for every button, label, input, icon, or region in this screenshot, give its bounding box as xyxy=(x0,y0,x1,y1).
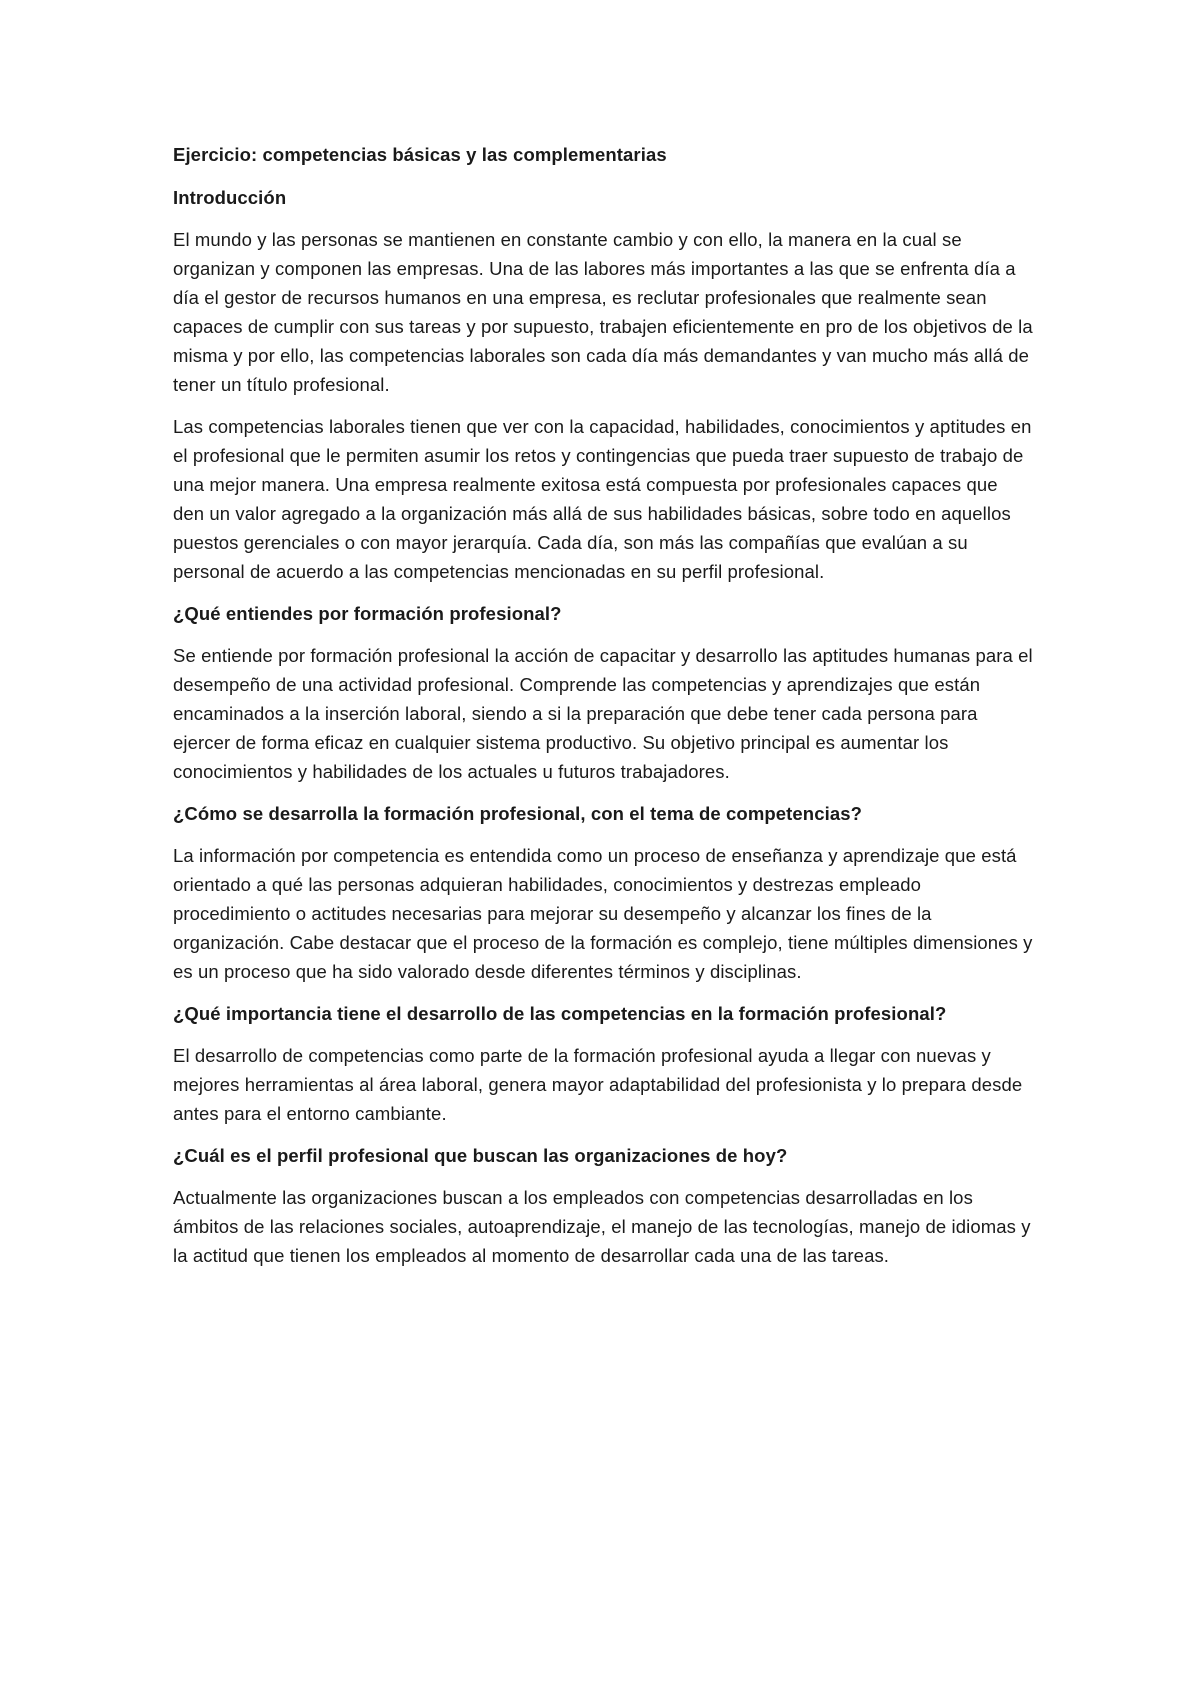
question-3: ¿Qué importancia tiene el desarrollo de las competencias en la formación profesional? xyxy=(173,1003,947,1024)
question-2: ¿Cómo se desarrolla la formación profesional, con el tema de competencias? xyxy=(173,803,863,824)
question-1: ¿Qué entiendes por formación profesional? xyxy=(173,603,562,624)
intro-paragraph-2: Las competencias laborales tienen que ver con la capacidad, habilidades, conocimientos y aptitudes en el profesional que le permiten asumir los retos y contingencias que pueda traer supuesto de trabajo de una mejor manera. Una empresa realmente exitosa está compuesta por profesionales capaces que den un valor agregado a la organización más allá de sus habilidades básicas, sobre todo en aquellos puestos gerenciales o con mayor jerarquía. Cada día, son más las compañías que evalúan a su personal de acuerdo a las competencias mencionadas en su perfil profesional. xyxy=(173,416,1032,582)
document-body xyxy=(173,140,1033,1283)
intro-heading: Introducción xyxy=(173,187,287,208)
answer-4: Actualmente las organizaciones buscan a los empleados con competencias desarrolladas en los ámbitos de las relaciones sociales, autoaprendizaje, el manejo de las tecnologías, manejo de idiomas y la actitud que tienen los empleados al momento de desarrollar cada una de las tareas. xyxy=(173,1187,1031,1266)
answer-1: Se entiende por formación profesional la acción de capacitar y desarrollo las aptitudes humanas para el desempeño de una actividad profesional. Comprende las competencias y aprendizajes que están encaminados a la inserción laboral, siendo a si la preparación que debe tener cada persona para ejercer de forma eficaz en cualquier sistema productivo. Su objetivo principal es aumentar los conocimientos y habilidades de los actuales u futuros trabajadores. xyxy=(173,645,1033,782)
question-4: ¿Cuál es el perfil profesional que buscan las organizaciones de hoy? xyxy=(173,1145,788,1166)
answer-2: La información por competencia es entendida como un proceso de enseñanza y aprendizaje que está orientado a qué las personas adquieran habilidades, conocimientos y destrezas empleado procedimiento o actitudes necesarias para mejorar su desempeño y alcanzar los fines de la organización. Cabe destacar que el proceso de la formación es complejo, tiene múltiples dimensiones y es un proceso que ha sido valorado desde diferentes términos y disciplinas. xyxy=(173,845,1033,982)
intro-paragraph-1: El mundo y las personas se mantienen en constante cambio y con ello, la manera en la cual se organizan y componen las empresas. Una de las labores más importantes a las que se enfrenta día a día el gestor de recursos humanos en una empresa, es reclutar profesionales que realmente sean capaces de cumplir con sus tareas y por supuesto, trabajen eficientemente en pro de los objetivos de la misma y por ello, las competencias laborales son cada día más demandantes y van mucho más allá de tener un título profesional. xyxy=(173,229,1033,395)
answer-3: El desarrollo de competencias como parte de la formación profesional ayuda a llegar con nuevas y mejores herramientas al área laboral, genera mayor adaptabilidad del profesionista y lo prepara desde antes para el entorno cambiante. xyxy=(173,1045,1023,1124)
document-title: Ejercicio: competencias básicas y las complementarias xyxy=(173,144,667,165)
